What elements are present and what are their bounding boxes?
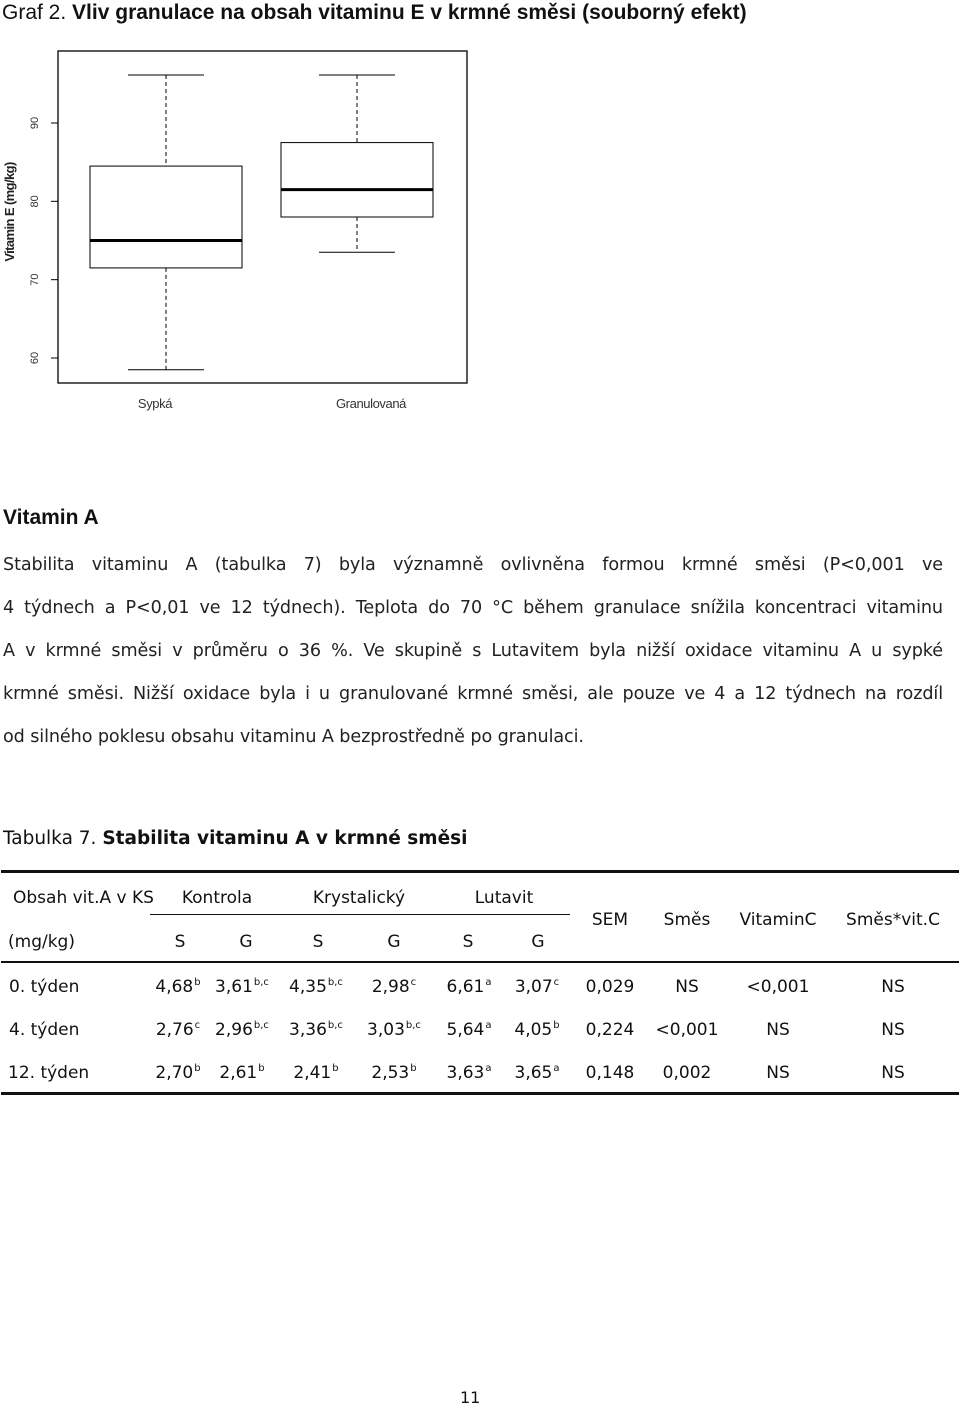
table-cell: 3,61$^{b,c}$ (215, 977, 269, 997)
table-cell: 4,35$^{b,c}$ (289, 977, 343, 997)
y-tick-label: 90 (29, 116, 41, 130)
table-header-cell: G (239, 932, 253, 952)
table-row-label: 4. týden (9, 1020, 80, 1040)
figure-title-text: Vliv granulace na obsah vitaminu E v krmné směsi (souborný efekt) (72, 1, 747, 24)
table-header-cell: VitaminC (739, 910, 817, 930)
boxplot-chart (0, 40, 480, 420)
box-iqr (90, 166, 242, 268)
table-cell: 0,224 (585, 1020, 635, 1040)
paragraph-line: A v krmné směsi v průměru o 36 %. Ve skupině s Lutavitem byla nižší oxidace vitaminu A u sypké (3, 641, 943, 661)
table-header-cell: Lutavit (474, 888, 534, 908)
table-cell: 3,03$^{b,c}$ (367, 1020, 421, 1040)
table-cell: 4,05$^b$ (514, 1020, 560, 1040)
table-header-cell: Krystalický (312, 888, 406, 908)
table-cell: 3,36$^{b,c}$ (289, 1020, 343, 1040)
table-rule (1, 870, 959, 873)
category-label: Granulovaná (335, 396, 407, 411)
table-header-cell: S (312, 932, 324, 952)
table-cell: 2,96$^{b,c}$ (215, 1020, 269, 1040)
table-header-cell: Směs*vit.C (846, 910, 940, 930)
category-label: Sypká (137, 396, 173, 411)
section-heading: Vitamin A (3, 506, 99, 529)
paragraph-line: 4 týdnech a P<0,01 ve 12 týdnech). Teplota do 70 °C během granulace snížila koncentraci vitaminu (3, 598, 943, 618)
table-label: Tabulka 7. (3, 828, 97, 849)
table-header-cell: Směs (663, 910, 711, 930)
table-header-cell: S (462, 932, 474, 952)
table-cell: NS (881, 1063, 905, 1083)
page-number: 11 (460, 1388, 481, 1407)
paragraph-line: krmné směsi. Nižší oxidace byla i u granulované krmné směsi, ale pouze ve 4 a 12 týdnech na rozdíl (3, 684, 943, 704)
table-cell: NS (766, 1020, 790, 1040)
table-header-cell: (mg/kg) (8, 932, 75, 952)
table-row-label: 12. týden (8, 1063, 90, 1083)
table-cell: 2,61$^b$ (219, 1063, 265, 1083)
table-cell: 3,65$^a$ (514, 1063, 560, 1083)
section-paragraph (3, 544, 943, 759)
table-caption (3, 828, 467, 849)
table-cell: 3,07$^c$ (514, 977, 560, 997)
table-cell: NS (881, 977, 905, 997)
table-cell: 0,002 (662, 1063, 712, 1083)
table-cell: 0,029 (585, 977, 635, 997)
table-cell: 5,64$^a$ (446, 1020, 492, 1040)
table-header-cell: Obsah vit.A v KS (13, 888, 154, 908)
table-cell: 2,53$^b$ (371, 1063, 417, 1083)
table-cell: 2,98$^c$ (371, 977, 417, 997)
table-cell: 2,70$^b$ (155, 1063, 201, 1083)
table-cell: 2,76$^c$ (155, 1020, 201, 1040)
table-rule (1, 961, 959, 963)
table-cell: 6,61$^a$ (446, 977, 492, 997)
table-subheader-rule (150, 914, 570, 915)
y-axis-label: Vitamin E (mg/kg) (2, 162, 17, 262)
table-header-cell: SEM (591, 910, 629, 930)
table-header-cell: Kontrola (181, 888, 253, 908)
table-cell: 2,41$^b$ (293, 1063, 339, 1083)
figure-title (2, 0, 747, 26)
table-header-cell: G (531, 932, 545, 952)
paragraph-line: od silného poklesu obsahu vitaminu A bezprostředně po granulaci. (3, 727, 584, 747)
table-rule (1, 1092, 959, 1095)
table-cell: NS (675, 977, 699, 997)
table-cell: 0,148 (585, 1063, 635, 1083)
table-row-label: 0. týden (9, 977, 80, 997)
table-cell: 3,63$^a$ (446, 1063, 492, 1083)
paragraph-line: Stabilita vitaminu A (tabulka 7) byla významně ovlivněna formou krmné směsi (P<0,001 ve (3, 555, 943, 575)
figure-label: Graf 2. (2, 1, 67, 24)
y-tick-label: 60 (29, 351, 41, 365)
table-cell: <0,001 (655, 1020, 719, 1040)
table-header-cell: G (387, 932, 401, 952)
table-cell: <0,001 (746, 977, 810, 997)
table-cell: NS (766, 1063, 790, 1083)
y-tick-label: 80 (29, 195, 41, 208)
y-tick-label: 70 (29, 273, 41, 286)
box-iqr (281, 143, 433, 217)
table-header-cell: S (174, 932, 186, 952)
table-cell: 4,68$^b$ (155, 977, 201, 997)
table-title: Stabilita vitaminu A v krmné směsi (102, 828, 468, 849)
table-cell: NS (881, 1020, 905, 1040)
